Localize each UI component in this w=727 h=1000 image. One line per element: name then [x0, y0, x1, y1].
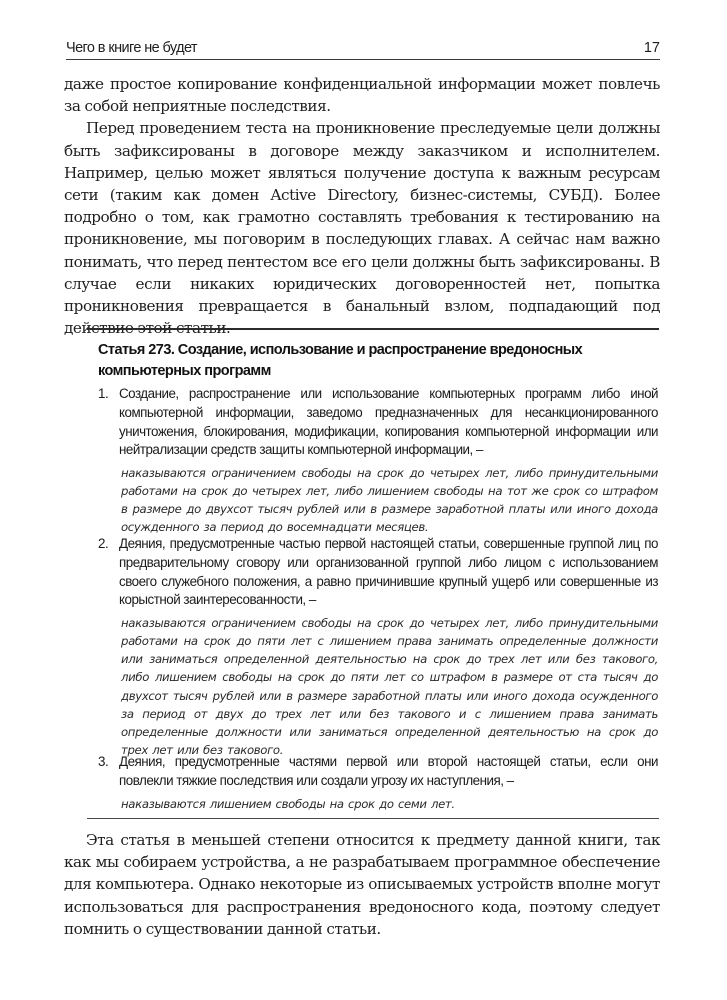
item-clause: Деяния, предусмотренные частями первой или второй настоящей статьи, если они повлекли тяжкие последствия или создали угрозу их наступления, – — [119, 754, 658, 788]
item-number: 3. — [98, 754, 109, 769]
statute-box — [87, 328, 659, 819]
item-number: 2. — [98, 536, 109, 551]
statute-item — [98, 535, 658, 759]
item-number: 1. — [98, 386, 109, 401]
chapter-title: Чего в книге не будет — [66, 40, 197, 56]
statute-title: Статья 273. Создание, использование и распространение вредоносных компьютерных программ — [98, 342, 583, 379]
page-number: 17 — [643, 40, 660, 56]
paragraph: Эта статья в меньшей степени относится к предмету данной книги, так как мы собираем устройства, а не разрабатываем программное обеспечение для компьютера. Однако некоторые из описываемых устройств вполне могут использоваться для распространения вредоносного кода, поэтому следует помнить о существовании данной статьи. — [64, 831, 660, 938]
paragraph: Перед проведением теста на проникновение преследуемые цели должны быть зафиксированы в договоре между заказчиком и исполнителем. Например, целью может являться получение доступа к важным ресурсам сети (таким как домен Active Directory, бизнес-системы, СУБД). Более подробно о том, как грамотно составлять требования к тестированию на проникновение, мы поговорим в последующих главах. А сейчас нам важно понимать, что перед пентестом все его цели должны быть зафиксированы. В случае если никаких юридических договоренностей нет, попытка проникновения превращается в банальный взлом, подпадающий под действие этой статьи. — [64, 119, 660, 338]
body-text-top — [64, 73, 660, 339]
item-penalty: наказываются лишением свободы на срок до семи лет. — [121, 796, 455, 811]
item-clause: Создание, распространение или использование компьютерных программ либо иной компьютерной информации, заведомо предназначенных для несанкционированного уничтожения, блокирования, модификации, копирования компьютерной информации или нейтрализации средств защиты компьютерной информации, – — [119, 386, 658, 458]
item-penalty: наказываются ограничением свободы на срок до четырех лет, либо принудительными работами на срок до четырех лет, либо лишением свободы на тот же срок со штрафом в размере до двухсот тысяч рублей или в размере заработной платы или иного дохода осужденного за период до восемнадцати месяцев. — [121, 466, 658, 535]
running-head — [66, 40, 660, 60]
item-penalty: наказываются ограничением свободы на срок до четырех лет, либо принудительными работами на срок до пяти лет с лишением права занимать определенные должности или заниматься определенной деятельностью на срок до трех лет или без такового, либо лишением свободы на срок до пяти лет со штрафом в размере от ста тысяч до двухсот тысяч рублей или в размере заработной платы или иного дохода осужденного за период от двух до трех лет или без такового и с лишением права занимать определенные должности или заниматься определенной деятельностью на срок до трех лет или без такового. — [121, 616, 658, 757]
statute-item — [98, 385, 658, 537]
statute-item — [98, 753, 658, 813]
body-text-bottom — [64, 829, 660, 940]
item-clause: Деяния, предусмотренные частью первой настоящей статьи, совершенные группой лиц по предварительному сговору или организованной группой либо лицом с использованием своего служебного положения, а равно причинившие крупный ущерб или совершенные из корыстной заинтересованности, – — [119, 536, 658, 608]
paragraph: даже простое копирование конфиденциальной информации может повлечь за собой неприятные последствия. — [64, 75, 660, 116]
